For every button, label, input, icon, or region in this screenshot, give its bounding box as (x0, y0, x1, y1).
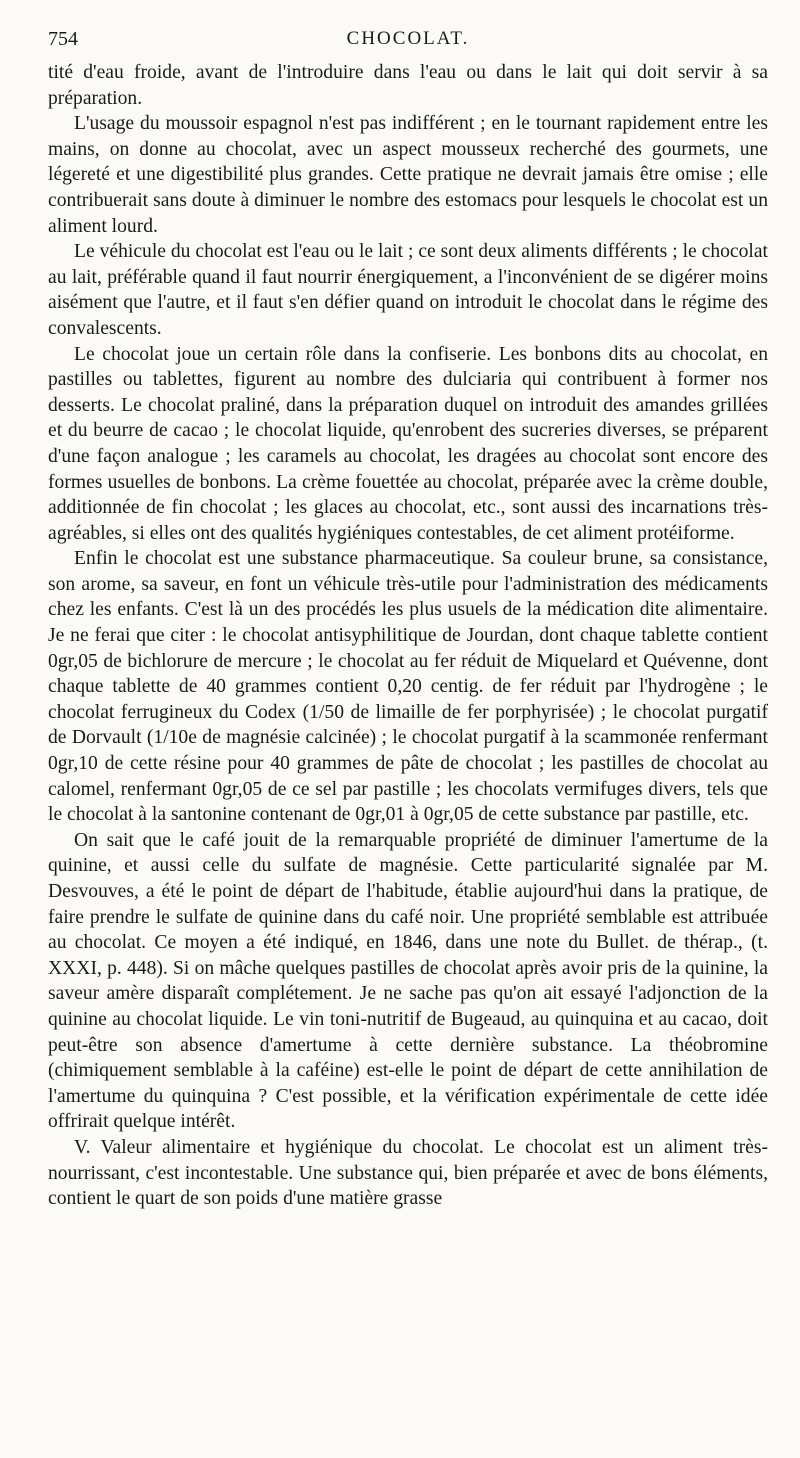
running-head: CHOCOLAT. (346, 28, 470, 49)
paragraph-valeur-alimentaire: V. Valeur alimentaire et hygiénique du chocolat. Le chocolat est un aliment très-nourrissant, c'est incontestable. Une substance qui, bien préparée et avec de bons éléments, contient le quart de son poids d'une matière grasse (48, 1136, 768, 1210)
paragraph-quinine: On sait que le café jouit de la remarquable propriété de diminuer l'amertume de la quinine, et aussi celle du sulfate de magnésie. Cette particularité signalée par M. Desvouves, a été le point de départ de l'habitude, établie aujourd'hui dans la pratique, de faire prendre le sulfate de quinine dans du café noir. Une propriété semblable est attribuée au chocolat. Ce moyen a été indiqué, en 1846, dans une note du Bullet. de thérap., (t. XXXI, p. 448). Si on mâche quelques pastilles de chocolat après avoir pris de la quinine, la saveur amère disparaît complétement. Je ne sache pas qu'on ait essayé l'adjonction de la quinine au chocolat liquide. Le vin toni-nutritif de Bugeaud, au quinquina et au cacao, doit peut-être son absence d'amertume à cette dernière substance. La théobromine (chimiquement semblable à la caféine) est-elle le point de départ de cette annihilation de l'amertume du quinquina ? C'est possible, et la vérification expérimentale de cette idée offrirait quelque intérêt. (48, 829, 768, 1133)
body-text (48, 60, 768, 1212)
paragraph-pharmaceutique: Enfin le chocolat est une substance pharmaceutique. Sa couleur brune, sa consistance, son arome, sa saveur, en font un véhicule très-utile pour l'administration des médicaments chez les enfants. C'est là un des procédés les plus usuels de la médication dite alimentaire. Je ne ferai que citer : le chocolat antisyphilitique de Jourdan, dont chaque tablette contient 0gr,05 de bichlorure de mercure ; le chocolat au fer réduit de Miquelard et Quévenne, dont chaque tablette de 40 grammes contient 0,20 centig. de fer réduit par l'hydrogène ; le chocolat ferrugineux du Codex (1/50 de limaille de fer porphyrisée) ; le chocolat purgatif de Dorvault (1/10e de magnésie calcinée) ; le chocolat purgatif à la scammonée renfermant 0gr,10 de cette résine pour 40 grammes de pâte de chocolat ; les pastilles de chocolat au calomel, renfermant 0gr,05 de ce sel par pastille ; les chocolats vermifuges divers, tels que le chocolat à la santonine contenant de 0gr,01 à 0gr,05 de cette substance par pastille, etc. (48, 548, 768, 826)
paragraph-moussoir: L'usage du moussoir espagnol n'est pas indifférent ; en le tournant rapidement entre les mains, on donne au chocolat, avec un aspect mousseux recherché des gourmets, une légereté et une digestibilité plus grandes. Cette pratique ne devrait jamais être omise ; elle contribuerait sans doute à diminuer le nombre des estomacs pour lesquels le chocolat est un aliment lourd. (48, 113, 768, 237)
paragraph-confiserie: Le chocolat joue un certain rôle dans la confiserie. Les bonbons dits au chocolat, en pastilles ou tablettes, figurent au nombre des dulciaria qui contribuent à former nos desserts. Le chocolat praliné, dans la préparation duquel on introduit des amandes grillées et du beurre de cacao ; le chocolat liquide, qu'enrobent des sucreries diverses, se préparent d'une façon analogue ; les caramels au chocolat, les dragées au chocolat sont encore des formes usuelles de bonbons. La crème fouettée au chocolat, préparée avec la crème double, additionnée de fin chocolat ; les glaces au chocolat, etc., sont aussi des incarnations très-agréables, si elles ont des qualités hygiéniques contestables, de cet aliment protéiforme. (48, 343, 768, 544)
paragraph-vehicule: Le véhicule du chocolat est l'eau ou le lait ; ce sont deux aliments différents ; le chocolat au lait, préférable quand il faut nourrir énergiquement, a l'inconvénient de se digérer moins aisément que l'autre, et il faut s'en défier quand on introduit le chocolat dans le régime des convalescents. (48, 241, 768, 339)
page-number: 754 (48, 28, 78, 50)
page-header (48, 26, 768, 60)
paragraph-continued: tité d'eau froide, avant de l'introduire dans l'eau ou dans le lait qui doit servir à sa préparation. (48, 62, 768, 109)
